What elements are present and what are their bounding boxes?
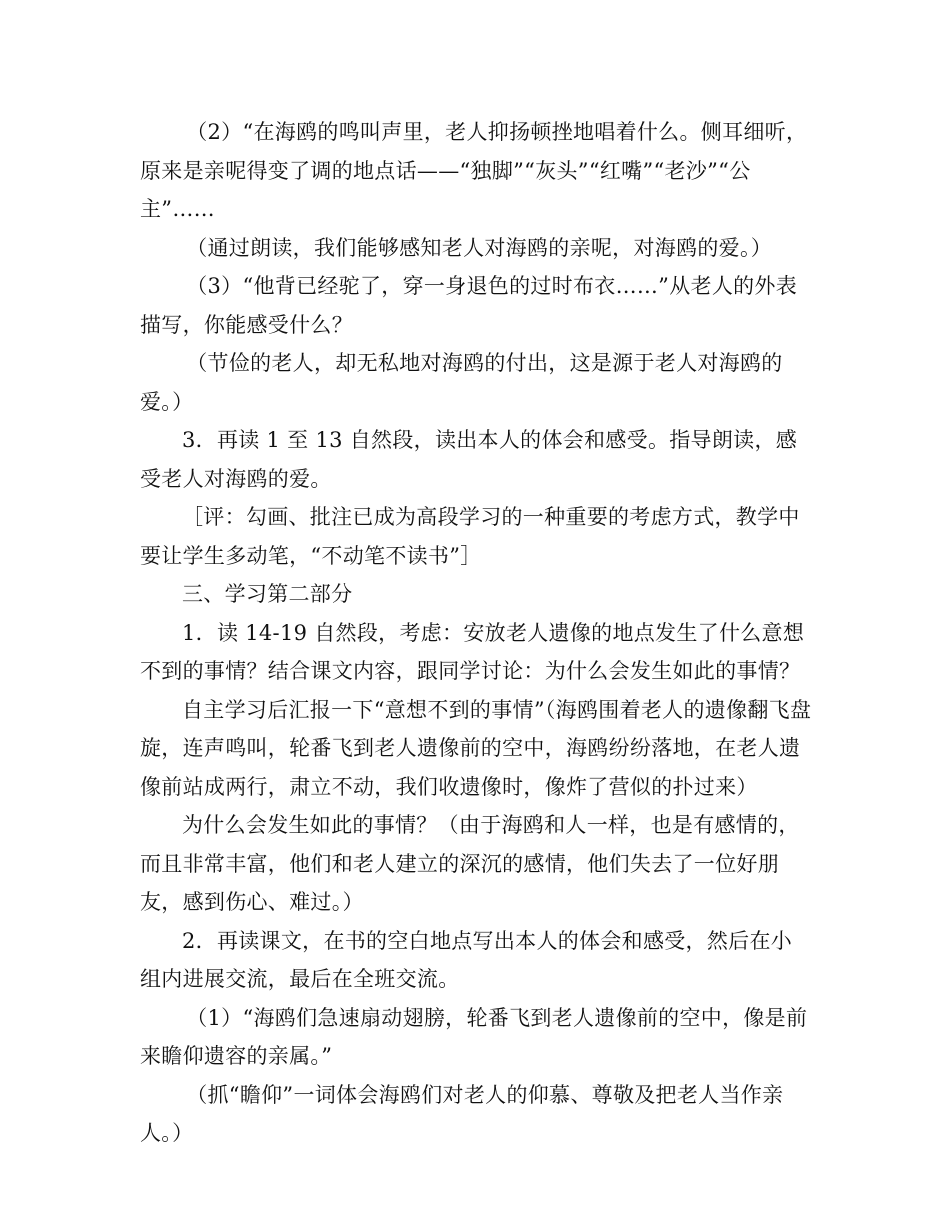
paragraph-note-1: （抓“瞻仰”一词体会海鸥们对老人的仰慕、尊敬及把老人当作亲人。） bbox=[140, 1082, 784, 1145]
paragraph-quote-3: （3）“他背已经驼了，穿一身退色的过时布衣……”从老人的外表描写，你能感受什么？ bbox=[140, 274, 798, 337]
paragraph-quote-1: （1）“海鸥们急速扇动翅膀，轮番飞到老人遗像前的空中，像是前来瞻仰遗容的亲属。” bbox=[140, 1005, 808, 1068]
section-heading-part-two: 三、学习第二部分 bbox=[182, 582, 353, 606]
paragraph-report: 自主学习后汇报一下“意想不到的事情”（海鸥围着老人的遗像翻飞盘旋，连声鸣叫，轮番飞到老人遗像前的空中，海鸥纷纷落地，在老人遗像前站成两行，肃立不动，我们收遗像时，像炸了营似的扑过来） bbox=[140, 697, 812, 799]
paragraph-step-1: 1．读 14-19 自然段，考虑：安放老人遗像的地点发生了什么意想不到的事情？结合课文内容，跟同学讨论：为什么会发生如此的事情？ bbox=[140, 620, 805, 683]
paragraph-step-3: 3．再读 1 至 13 自然段，读出本人的体会和感受。指导朗读，感受老人对海鸥的爱。 bbox=[140, 428, 798, 491]
paragraph-note-3: （节俭的老人，却无私地对海鸥的付出，这是源于老人对海鸥的爱。） bbox=[140, 351, 783, 414]
paragraph-why: 为什么会发生如此的事情？（由于海鸥和人一样，也是有感情的，而且非常丰富，他们和老人建立的深沉的感情，他们失去了一位好朋友，感到伤心、难过。） bbox=[140, 813, 800, 914]
paragraph-step-2: 2．再读课文，在书的空白地点写出本人的体会和感受，然后在小组内进展交流，最后在全班交流。 bbox=[140, 928, 793, 991]
paragraph-comment: ［评：勾画、批注已成为高段学习的一种重要的考虑方式，教学中要让学生多动笔，“不动笔不读书”］ bbox=[140, 505, 800, 568]
paragraph-note-2: （通过朗读，我们能够感知老人对海鸥的亲呢，对海鸥的爱。） bbox=[186, 235, 773, 260]
paragraph-quote-2: （2）“在海鸥的鸣叫声里，老人抑扬顿挫地唱着什么。侧耳细听，原来是亲呢得变了调的地点话——“独脚”“灰头”“红嘴”“老沙”“公主”…… bbox=[140, 120, 808, 221]
document-body bbox=[140, 113, 812, 1153]
